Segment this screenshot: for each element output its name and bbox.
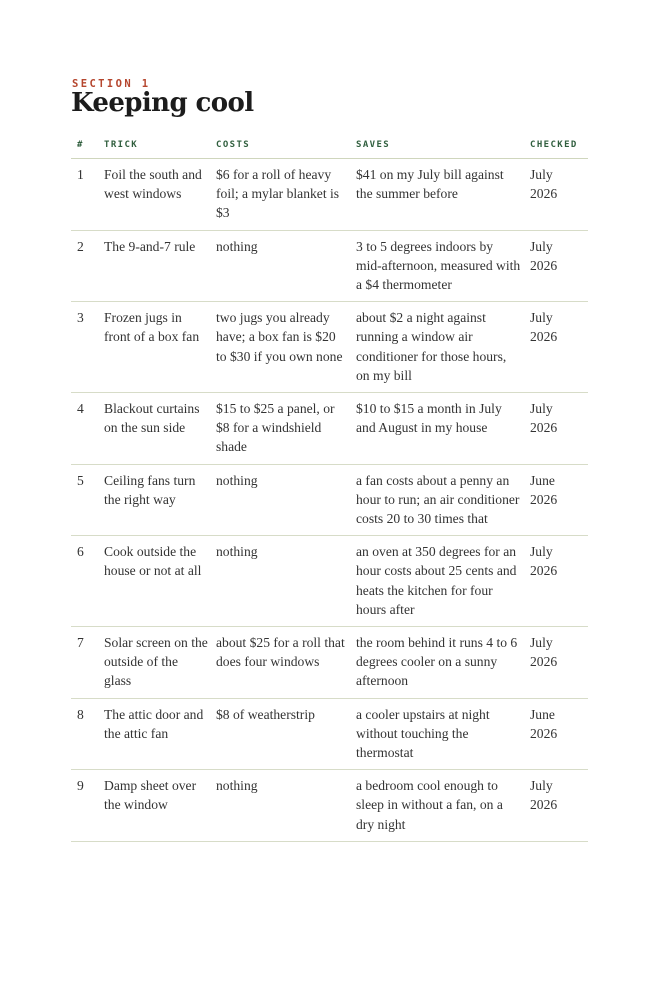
cell-costs: nothing <box>216 770 356 842</box>
cell-trick: Cook outside the house or not at all <box>104 536 216 627</box>
cell-trick: Solar screen on the outside of the glass <box>104 627 216 699</box>
cell-checked: July 2026 <box>530 536 588 627</box>
table-row <box>71 159 588 231</box>
cell-costs: $15 to $25 a panel, or $8 for a windshield shade <box>216 393 356 465</box>
cell-num: 3 <box>71 302 104 393</box>
header-num: # <box>71 134 104 159</box>
table-row <box>71 302 588 393</box>
cell-trick: Blackout curtains on the sun side <box>104 393 216 465</box>
cell-costs: nothing <box>216 230 356 302</box>
table-body <box>71 159 588 842</box>
cell-num: 9 <box>71 770 104 842</box>
cell-num: 7 <box>71 627 104 699</box>
cell-costs: $6 for a roll of heavy foil; a mylar blanket is $3 <box>216 159 356 231</box>
section-title: Keeping cool <box>71 88 254 118</box>
section-label: SECTION 1 <box>72 78 151 90</box>
cell-checked: June 2026 <box>530 464 588 536</box>
cell-saves: about $2 a night against running a window air conditioner for those hours, on my bill <box>356 302 530 393</box>
cell-costs: about $25 for a roll that does four windows <box>216 627 356 699</box>
cell-saves: a fan costs about a penny an hour to run; an air conditioner costs 20 to 30 times that <box>356 464 530 536</box>
header-costs: COSTS <box>216 134 356 159</box>
cell-trick: The attic door and the attic fan <box>104 698 216 770</box>
cell-checked: July 2026 <box>530 159 588 231</box>
cell-checked: July 2026 <box>530 770 588 842</box>
cell-saves: an oven at 350 degrees for an hour costs about 25 cents and heats the kitchen for four hours after <box>356 536 530 627</box>
cell-costs: nothing <box>216 536 356 627</box>
table-row <box>71 393 588 465</box>
cell-num: 5 <box>71 464 104 536</box>
table-row <box>71 698 588 770</box>
table-row <box>71 230 588 302</box>
header-trick: TRICK <box>104 134 216 159</box>
cell-saves: the room behind it runs 4 to 6 degrees cooler on a sunny afternoon <box>356 627 530 699</box>
cell-saves: $10 to $15 a month in July and August in my house <box>356 393 530 465</box>
header-saves: SAVES <box>356 134 530 159</box>
cell-trick: Foil the south and west windows <box>104 159 216 231</box>
table-row <box>71 536 588 627</box>
cell-costs: nothing <box>216 464 356 536</box>
cell-checked: July 2026 <box>530 627 588 699</box>
cell-costs: two jugs you already have; a box fan is $20 to $30 if you own none <box>216 302 356 393</box>
cell-checked: July 2026 <box>530 302 588 393</box>
cell-num: 6 <box>71 536 104 627</box>
cell-saves: 3 to 5 degrees indoors by mid-afternoon, measured with a $4 thermometer <box>356 230 530 302</box>
cell-checked: July 2026 <box>530 230 588 302</box>
table-row <box>71 464 588 536</box>
cell-trick: Frozen jugs in front of a box fan <box>104 302 216 393</box>
cell-num: 8 <box>71 698 104 770</box>
tricks-table <box>71 134 588 842</box>
cell-num: 1 <box>71 159 104 231</box>
cell-checked: June 2026 <box>530 698 588 770</box>
table-header-row <box>71 134 588 159</box>
cell-saves: a cooler upstairs at night without touching the thermostat <box>356 698 530 770</box>
cell-trick: The 9-and-7 rule <box>104 230 216 302</box>
cell-saves: $41 on my July bill against the summer before <box>356 159 530 231</box>
cell-trick: Damp sheet over the window <box>104 770 216 842</box>
table-row <box>71 627 588 699</box>
cell-trick: Ceiling fans turn the right way <box>104 464 216 536</box>
cell-checked: July 2026 <box>530 393 588 465</box>
cell-num: 4 <box>71 393 104 465</box>
table-row <box>71 770 588 842</box>
header-checked: CHECKED <box>530 134 588 159</box>
cell-costs: $8 of weatherstrip <box>216 698 356 770</box>
cell-num: 2 <box>71 230 104 302</box>
cell-saves: a bedroom cool enough to sleep in without a fan, on a dry night <box>356 770 530 842</box>
